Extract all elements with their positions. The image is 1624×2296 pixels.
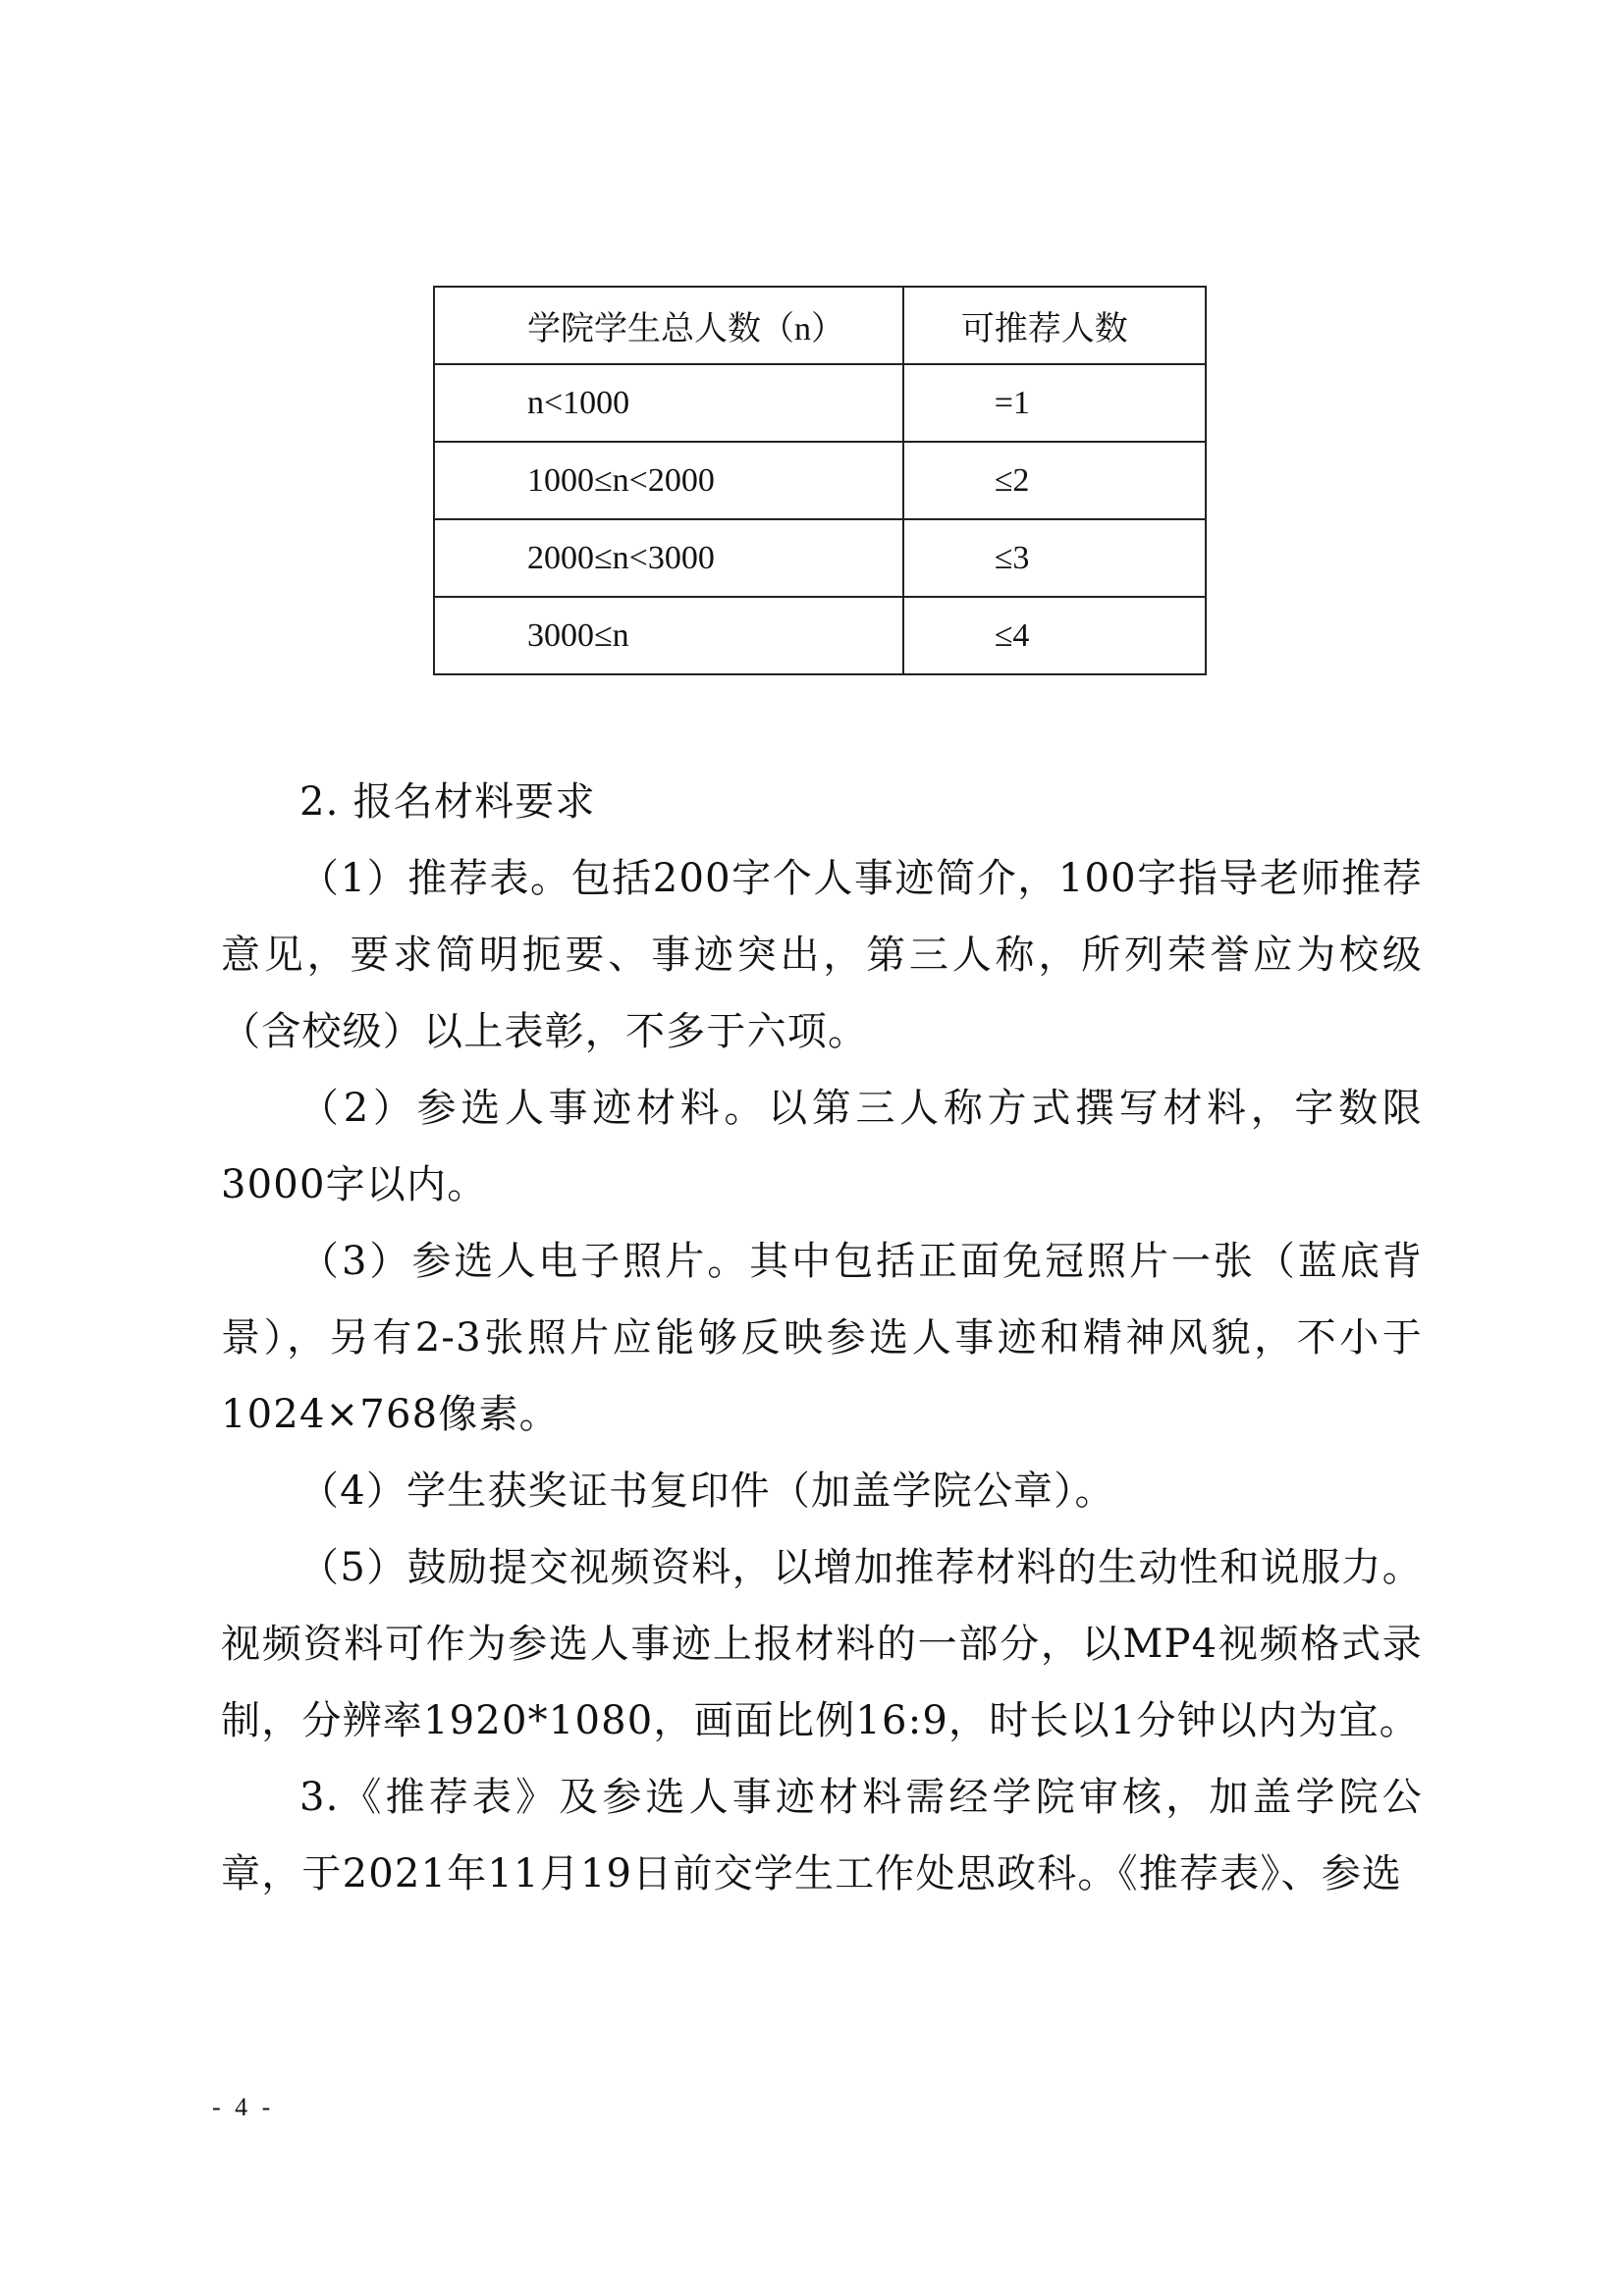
- table-cell: 2000≤n<3000: [434, 519, 903, 597]
- page-number: - 4 -: [212, 2093, 275, 2121]
- table-cell: ≤2: [903, 442, 1206, 519]
- table-row: [434, 442, 1206, 519]
- paragraph: （2）参选人事迹材料。以第三人称方式撰写材料，字数限3000字以内。: [221, 1086, 1423, 1207]
- paragraph: （4）学生获奖证书复印件（加盖学院公章）。: [299, 1468, 1115, 1514]
- table-row: [434, 519, 1206, 597]
- paragraph: （5）鼓励提交视频资料，以增加推荐材料的生动性和说服力。视频资料可作为参选人事迹上报材料的一部分，以MP4视频格式录制，分辨率1920*1080，画面比例16:9，时长以1分钟以内为宜。: [221, 1545, 1423, 1743]
- table-header-cell: 可推荐人数: [903, 287, 1206, 364]
- paragraph: （1）推荐表。包括200字个人事迹简介，100字指导老师推荐意见，要求简明扼要、事迹突出，第三人称，所列荣誉应为校级（含校级）以上表彰，不多于六项。: [221, 856, 1423, 1054]
- table-header-row: [434, 287, 1206, 364]
- table-header-cell: 学院学生总人数（n）: [434, 287, 903, 364]
- body-text: [221, 764, 1423, 1912]
- table-cell: ≤3: [903, 519, 1206, 597]
- table-cell: 3000≤n: [434, 597, 903, 674]
- table-cell: =1: [903, 364, 1206, 442]
- quota-table: [433, 286, 1207, 675]
- paragraph: 3.《推荐表》及参选人事迹材料需经学院审核，加盖学院公章，于2021年11月19日前交学生工作处思政科。《推荐表》、参选: [221, 1775, 1423, 1896]
- table-cell: n<1000: [434, 364, 903, 442]
- table-row: [434, 597, 1206, 674]
- section-heading: 2. 报名材料要求: [299, 779, 596, 825]
- table-row: [434, 364, 1206, 442]
- table-cell: 1000≤n<2000: [434, 442, 903, 519]
- paragraph: （3）参选人电子照片。其中包括正面免冠照片一张（蓝底背景），另有2-3张照片应能够反映参选人事迹和精神风貌，不小于1024×768像素。: [221, 1239, 1423, 1437]
- table-cell: ≤4: [903, 597, 1206, 674]
